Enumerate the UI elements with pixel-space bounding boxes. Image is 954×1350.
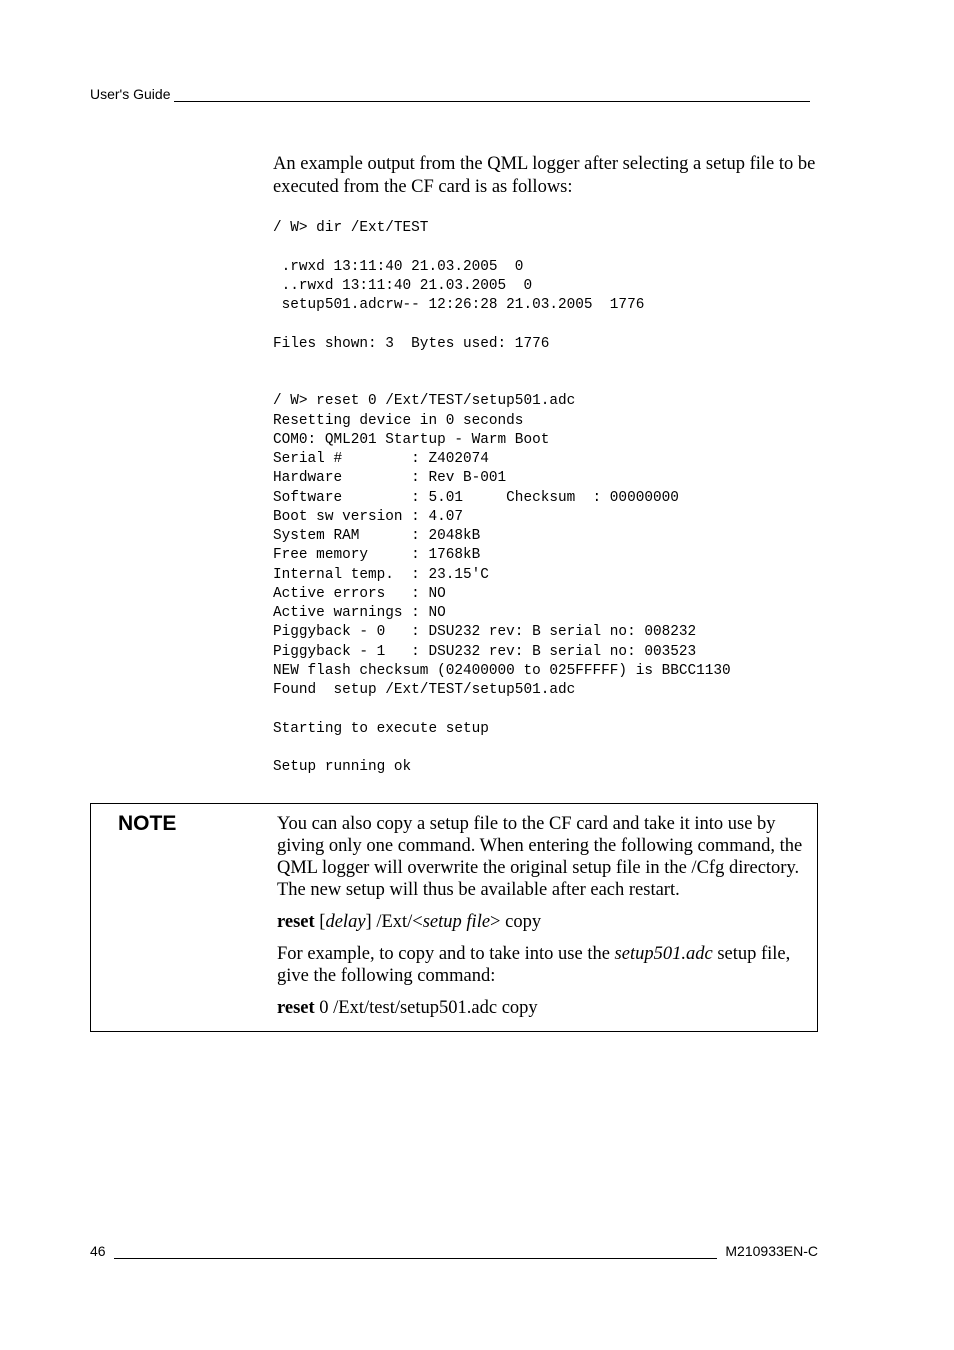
- note-body: [277, 813, 812, 1029]
- intro-paragraph: An example output from the QML logger after selecting a setup file to be executed from the CF card is as follows:: [273, 154, 816, 197]
- page-footer: [90, 1243, 818, 1259]
- note-command-syntax: reset [delay] /Ext/<setup file> copy: [277, 912, 542, 932]
- note-example-paragraph: For example, to copy and to take into use the setup501.adc setup file, give the following command:: [277, 944, 791, 986]
- footer-rule: [114, 1244, 718, 1259]
- page-number: 46: [90, 1243, 106, 1259]
- note-command-example: reset 0 /Ext/test/setup501.adc copy: [277, 998, 538, 1018]
- code-listing: / W> dir /Ext/TEST .rwxd 13:11:40 21.03.2005 0 ..rwxd 13:11:40 21.03.2005 0 setup501.adcrw-- 12:26:28 21.03.2005 1776 Files shown: 3 Bytes used: 1776 / W> reset 0 /Ext/TEST/setup501.adc Resetting device in 0 seconds COM0: QML201 Startup - Warm Boot Serial # : Z402074 Hardware : Rev B-001 Software : 5.01 Checksum : 00000000 Boot sw version : 4.07 System RAM : 2048kB Free memory : 1768kB Internal temp. : 23.15'C Active errors : NO Active warnings : NO Piggyback - 0 : DSU232 rev: B serial no: 008232 Piggyback - 1 : DSU232 rev: B serial no: 003523 NEW flash checksum (02400000 to 025FFFFF) is BBCC1130 Found setup /Ext/TEST/setup501.adc Starting to execute setup Setup running ok: [273, 220, 731, 775]
- document-code: M210933EN-C: [725, 1243, 818, 1259]
- note-box: [90, 803, 818, 1032]
- note-label: NOTE: [118, 812, 177, 835]
- header-rule: [174, 87, 810, 102]
- note-paragraph: You can also copy a setup file to the CF card and take it into use by giving only one command. When entering the following command, the QML logger will overwrite the original setup file in the /Cfg directory. The new setup will thus be available after each restart.: [277, 814, 803, 900]
- page-header: [90, 86, 810, 102]
- header-title: User's Guide: [90, 86, 171, 102]
